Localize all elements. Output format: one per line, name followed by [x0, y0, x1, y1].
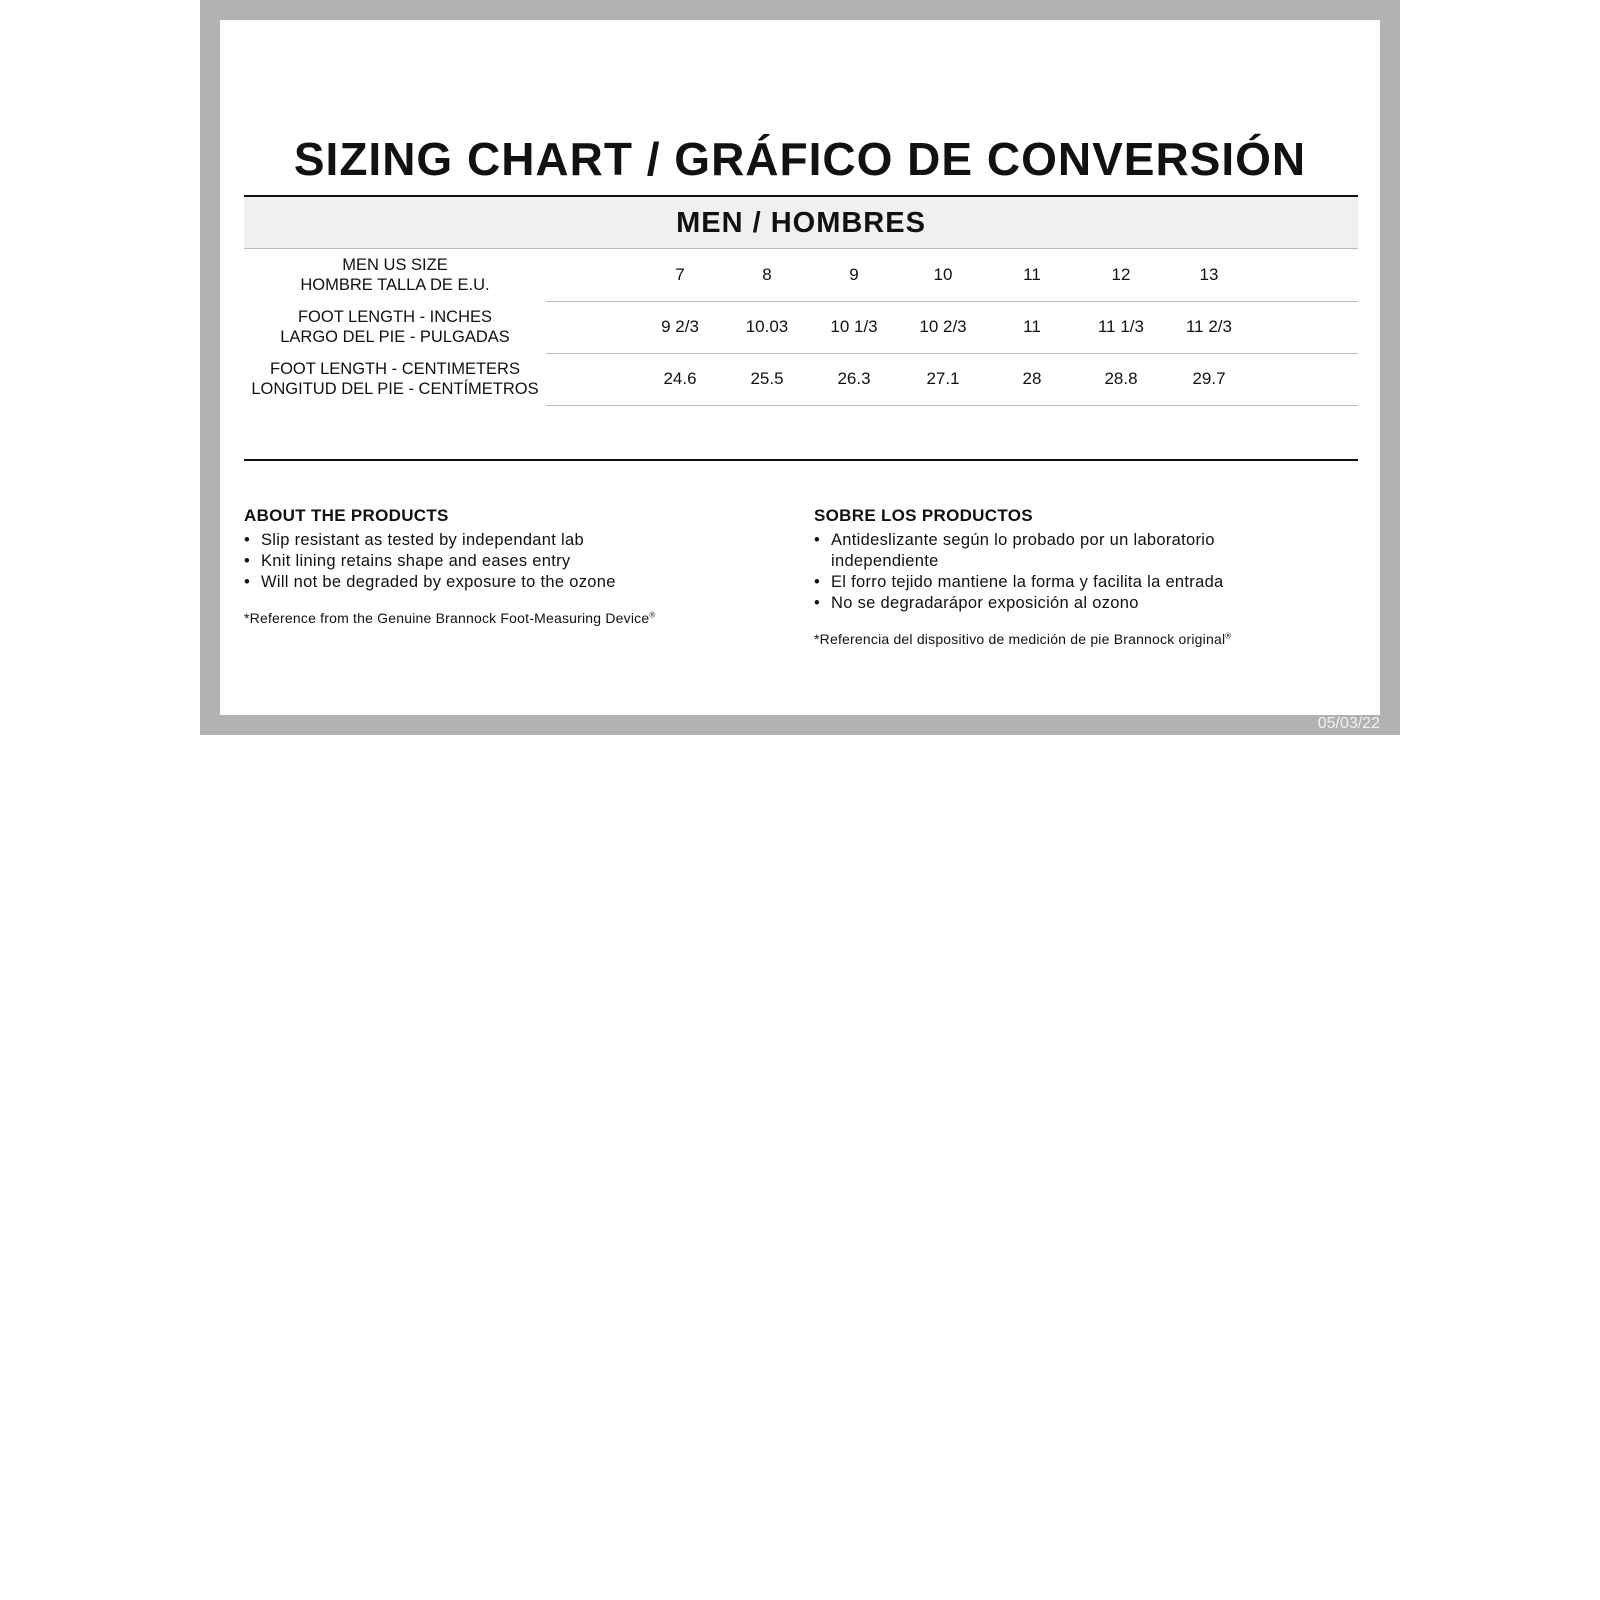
table-cell: 10 2/3 [919, 317, 967, 336]
table-cell: 11 [1023, 265, 1041, 284]
document-frame [200, 0, 1400, 735]
about-products-es [814, 506, 1314, 647]
list-item-text: Will not be degraded by exposure to the ozone [261, 573, 616, 591]
table-cell: 24.6 [663, 369, 697, 388]
table-cell: 10 1/3 [830, 317, 878, 336]
table-cell: 10 [933, 265, 953, 284]
row-label-es: LONGITUD DEL PIE - CENTÍMETROS [251, 380, 539, 398]
footnote-text: Reference from the Genuine Brannock Foot-Measuring Device [249, 610, 650, 626]
revision-date: 05/03/22 [1317, 715, 1380, 732]
bullet-icon: • [244, 573, 251, 591]
about-products-en [244, 506, 764, 626]
list-item [244, 530, 764, 551]
row-label-en: FOOT LENGTH - INCHES [297, 308, 493, 326]
list-item-text: No se degradarápor exposición al ozono [831, 594, 1139, 612]
table-row-inches [244, 301, 1358, 353]
footnote-text: Referencia del dispositivo de medición de pie Brannock original [819, 631, 1226, 647]
table-cell: 9 [849, 265, 859, 284]
row-label-es: LARGO DEL PIE - PULGADAS [280, 328, 510, 346]
row-label [244, 301, 546, 353]
table-cell: 25.5 [750, 369, 784, 388]
list-item [814, 572, 1314, 593]
row-label-en: FOOT LENGTH - CENTIMETERS [270, 360, 520, 378]
table-cell: 28.8 [1104, 369, 1138, 388]
table-cell: 11 2/3 [1185, 317, 1232, 336]
row-cells [546, 301, 1358, 354]
list-item-text: Antideslizante según lo probado por un laboratorio independiente [831, 531, 1215, 570]
section-heading: MEN / HOMBRES [244, 197, 1358, 249]
page-title: SIZING CHART / GRÁFICO DE CONVERSIÓN [293, 133, 1307, 185]
list-item [814, 593, 1314, 614]
list-item [814, 530, 1314, 572]
table-cell: 13 [1199, 265, 1219, 284]
row-label [244, 353, 546, 405]
table-cell: 10.03 [745, 317, 789, 336]
list-item [244, 572, 764, 593]
divider-rule [244, 459, 1358, 461]
list-item-text: Knit lining retains shape and eases entry [261, 552, 571, 570]
table-cell: 27.1 [926, 369, 960, 388]
row-label-en: MEN US SIZE [342, 256, 448, 274]
registered-mark: ® [1225, 631, 1232, 641]
sizing-card [220, 20, 1380, 715]
table-cell: 29.7 [1192, 369, 1226, 388]
table-row-centimeters [244, 353, 1358, 405]
bullet-icon: • [244, 552, 251, 570]
table-cell: 11 1/3 [1097, 317, 1144, 336]
row-cells [546, 353, 1358, 406]
table-row-us-size [244, 249, 1358, 301]
list-item [244, 551, 764, 572]
table-cell: 8 [762, 265, 772, 284]
bullet-icon: • [814, 573, 821, 591]
footnote-mark: * [814, 631, 820, 647]
feature-list [814, 530, 1314, 614]
bullet-icon: • [814, 594, 821, 612]
about-heading: ABOUT THE PRODUCTS [244, 506, 449, 525]
table-cell: 7 [675, 265, 685, 284]
about-heading: SOBRE LOS PRODUCTOS [814, 506, 1033, 525]
sizing-table [244, 195, 1358, 405]
list-item-text: El forro tejido mantiene la forma y facilita la entrada [831, 573, 1224, 591]
bullet-icon: • [814, 531, 821, 549]
list-item-text: Slip resistant as tested by independant lab [261, 531, 584, 549]
table-cell: 9 2/3 [661, 317, 699, 336]
row-cells [546, 249, 1358, 302]
row-label-es: HOMBRE TALLA DE E.U. [300, 276, 490, 294]
table-cell: 11 [1023, 317, 1041, 336]
footnote [814, 631, 1314, 647]
row-label [244, 249, 546, 301]
table-cell: 26.3 [837, 369, 871, 388]
bullet-icon: • [244, 531, 251, 549]
table-cell: 12 [1111, 265, 1131, 284]
table-cell: 28 [1022, 369, 1042, 388]
footnote [244, 610, 764, 626]
feature-list [244, 530, 764, 593]
footnote-mark: * [244, 610, 250, 626]
registered-mark: ® [649, 610, 656, 620]
